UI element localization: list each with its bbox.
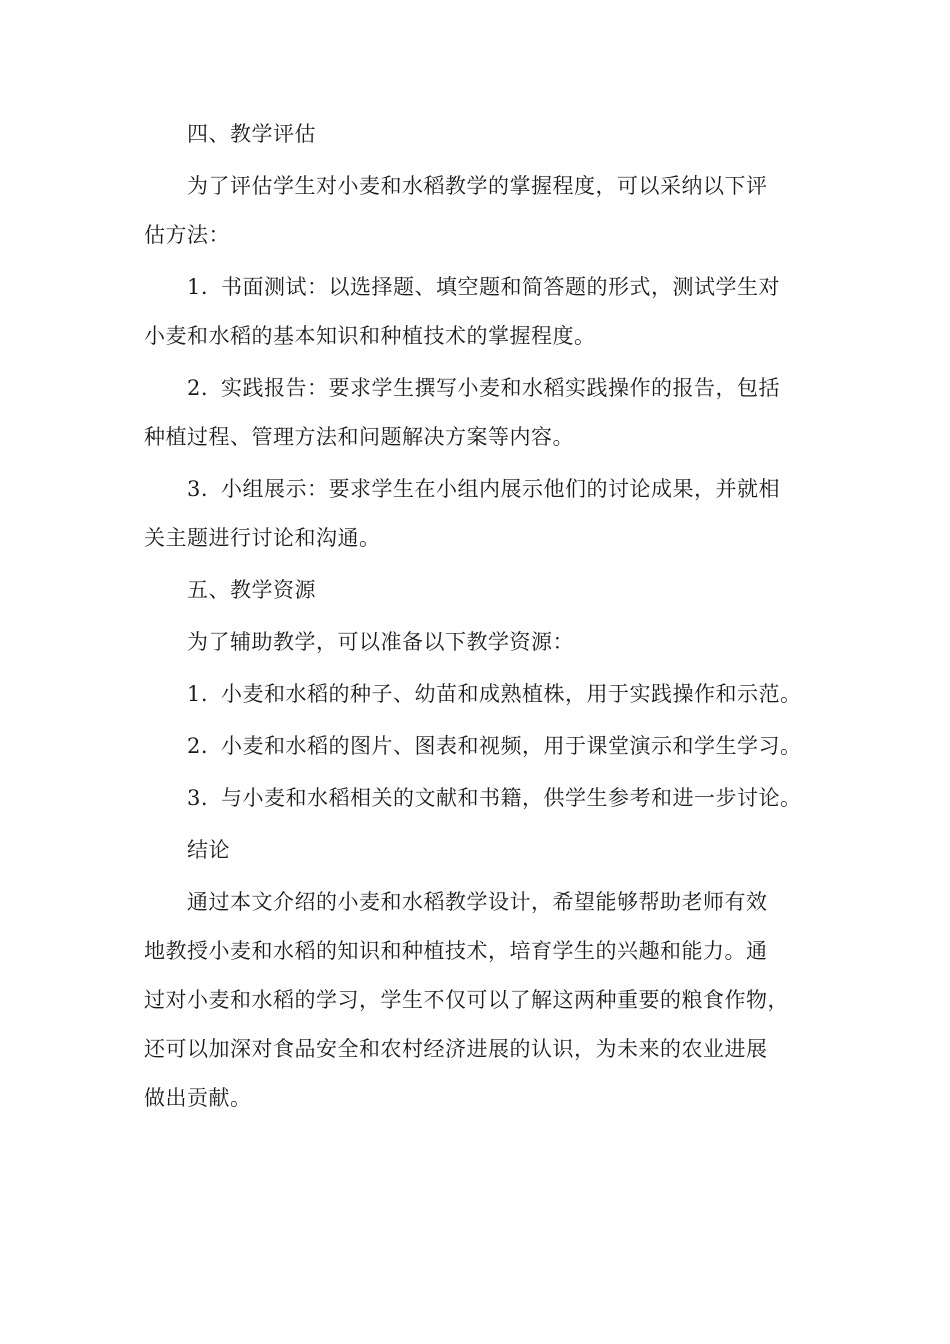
paragraph-line: 过对小麦和水稻的学习，学生不仅可以了解这两种重要的粮食作物， (144, 988, 789, 1012)
paragraph-line: 估方法： (144, 223, 230, 247)
list-item (144, 724, 824, 769)
conclusion-paragraph (144, 880, 824, 1121)
list-text-continuation: 种植过程、管理方法和问题解决方案等内容。 (144, 425, 574, 449)
paragraph-line: 为了辅助教学，可以准备以下教学资源： (187, 630, 574, 654)
list-number: 3. (187, 477, 209, 501)
paragraph-line: 做出贡献。 (144, 1086, 252, 1110)
list-text-continuation: 关主题进行讨论和沟通。 (144, 526, 381, 550)
paragraph-line: 还可以加深对食品安全和农村经济进展的认识，为未来的农业进展 (144, 1037, 768, 1061)
list-item (144, 776, 824, 821)
list-number: 2. (187, 734, 209, 758)
section-4-intro (144, 164, 824, 258)
list-text: 小麦和水稻的种子、幼苗和成熟植株，用于实践操作和示范。 (221, 682, 802, 706)
document-body (144, 112, 824, 1121)
section-4-heading-para (144, 112, 824, 157)
list-text: 小麦和水稻的图片、图表和视频，用于课堂演示和学生学习。 (221, 734, 802, 758)
list-item (144, 265, 824, 359)
list-text: 小组展示：要求学生在小组内展示他们的讨论成果，并就相 (221, 477, 780, 501)
paragraph-line: 为了评估学生对小麦和水稻教学的掌握程度，可以采纳以下评 (187, 174, 768, 198)
paragraph-line: 地教授小麦和水稻的知识和种植技术，培育学生的兴趣和能力。通 (144, 939, 768, 963)
list-number: 1. (187, 275, 209, 299)
section-heading: 四、教学评估 (187, 122, 316, 146)
section-heading: 结论 (187, 838, 230, 862)
list-text: 书面测试：以选择题、填空题和简答题的形式，测试学生对 (221, 275, 780, 299)
section-5-heading-para (144, 568, 824, 613)
section-heading: 五、教学资源 (187, 578, 316, 602)
list-text: 与小麦和水稻相关的文献和书籍，供学生参考和进一步讨论。 (221, 786, 802, 810)
paragraph-line: 通过本文介绍的小麦和水稻教学设计，希望能够帮助老师有效 (187, 890, 768, 914)
list-number: 1. (187, 682, 209, 706)
list-number: 2. (187, 376, 209, 400)
list-number: 3. (187, 786, 209, 810)
list-text-continuation: 小麦和水稻的基本知识和种植技术的掌握程度。 (144, 324, 596, 348)
list-item (144, 672, 824, 717)
list-text: 实践报告：要求学生撰写小麦和水稻实践操作的报告，包括 (221, 376, 780, 400)
list-item (144, 467, 824, 561)
conclusion-heading-para (144, 828, 824, 873)
list-item (144, 366, 824, 460)
section-5-intro (144, 620, 824, 665)
